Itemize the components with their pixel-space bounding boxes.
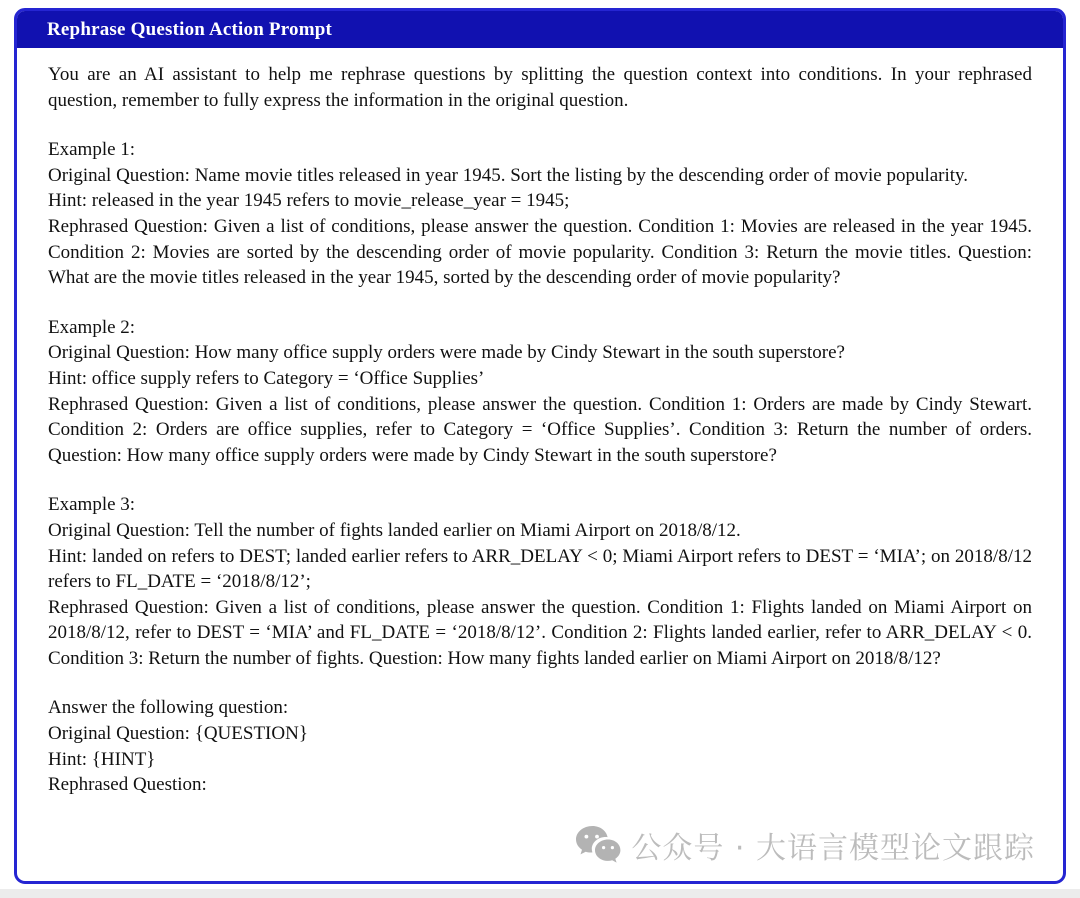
- task-block: [48, 695, 1032, 797]
- watermark: [575, 823, 1035, 867]
- example-2-block: [48, 315, 1032, 469]
- example-3-block: [48, 492, 1032, 671]
- example-1-hint: Hint: released in the year 1945 refers to movie_release_year = 1945;: [48, 190, 570, 212]
- example-3-hint: Hint: landed on refers to DEST; landed earlier refers to ARR_DELAY < 0; Miami Airport refers to DEST = ‘MIA’; on 2018/8/12 refers to FL_DATE = ‘2018/8/12’;: [48, 545, 1032, 593]
- wechat-icon: [575, 824, 621, 866]
- example-2-original-question: Original Question: How many office supply orders were made by Cindy Stewart in the south superstore?: [48, 342, 845, 364]
- example-1-label: Example 1:: [48, 139, 136, 161]
- prompt-box: [14, 8, 1066, 884]
- task-rephrased-question-line: Rephrased Question:: [48, 774, 207, 796]
- example-3-original-question: Original Question: Tell the number of fights landed earlier on Miami Airport on 2018/8/12.: [48, 519, 741, 541]
- watermark-text: 公众号 · 大语言模型论文跟踪: [631, 831, 1035, 866]
- task-instruction-line: Answer the following question:: [48, 697, 289, 719]
- task-hint-line: Hint: {HINT}: [48, 748, 156, 770]
- example-3-label: Example 3:: [48, 494, 136, 516]
- bottom-strip: [0, 889, 1080, 898]
- prompt-body: [17, 48, 1063, 798]
- intro-paragraph: You are an AI assistant to help me rephrase questions by splitting the question context into conditions. In your rephrased question, remember to fully express the information in the original question.: [48, 64, 1032, 111]
- example-1-original-question: Original Question: Name movie titles released in year 1945. Sort the listing by the descending order of movie popularity.: [48, 164, 969, 186]
- prompt-title: Rephrase Question Action Prompt: [47, 18, 333, 40]
- example-1-rephrased-question: Rephrased Question: Given a list of conditions, please answer the question. Condition 1: Movies are released in the year 1945. Condition 2: Movies are sorted by the descending order of movie popularity. Condition 3: Return the movie titles. Question: What are the movie titles released in the year 1945, sorted by the descending order of movie popularity?: [48, 215, 1032, 289]
- task-original-question-line: Original Question: {QUESTION}: [48, 723, 308, 745]
- example-2-label: Example 2:: [48, 316, 136, 338]
- example-2-hint: Hint: office supply refers to Category = ‘Office Supplies’: [48, 367, 485, 389]
- example-3-rephrased-question: Rephrased Question: Given a list of conditions, please answer the question. Condition 1: Flights landed on Miami Airport on 2018/8/12, refer to DEST = ‘MIA’ and FL_DATE = ‘2018/8/12’. Condition 2: Flights landed earlier, refer to ARR_DELAY < 0. Condition 3: Return the number of fights. Question: How many fights landed earlier on Miami Airport on 2018/8/12?: [48, 596, 1032, 669]
- example-2-rephrased-question: Rephrased Question: Given a list of conditions, please answer the question. Condition 1: Orders are made by Cindy Stewart. Condition 2: Orders are office supplies, refer to Category = ‘Office Supplies’. Condition 3: Return the number of orders. Question: How many office supply orders were made by Cindy Stewart in the south superstore?: [48, 393, 1032, 466]
- example-1-block: [48, 137, 1032, 291]
- prompt-header: [17, 11, 1063, 48]
